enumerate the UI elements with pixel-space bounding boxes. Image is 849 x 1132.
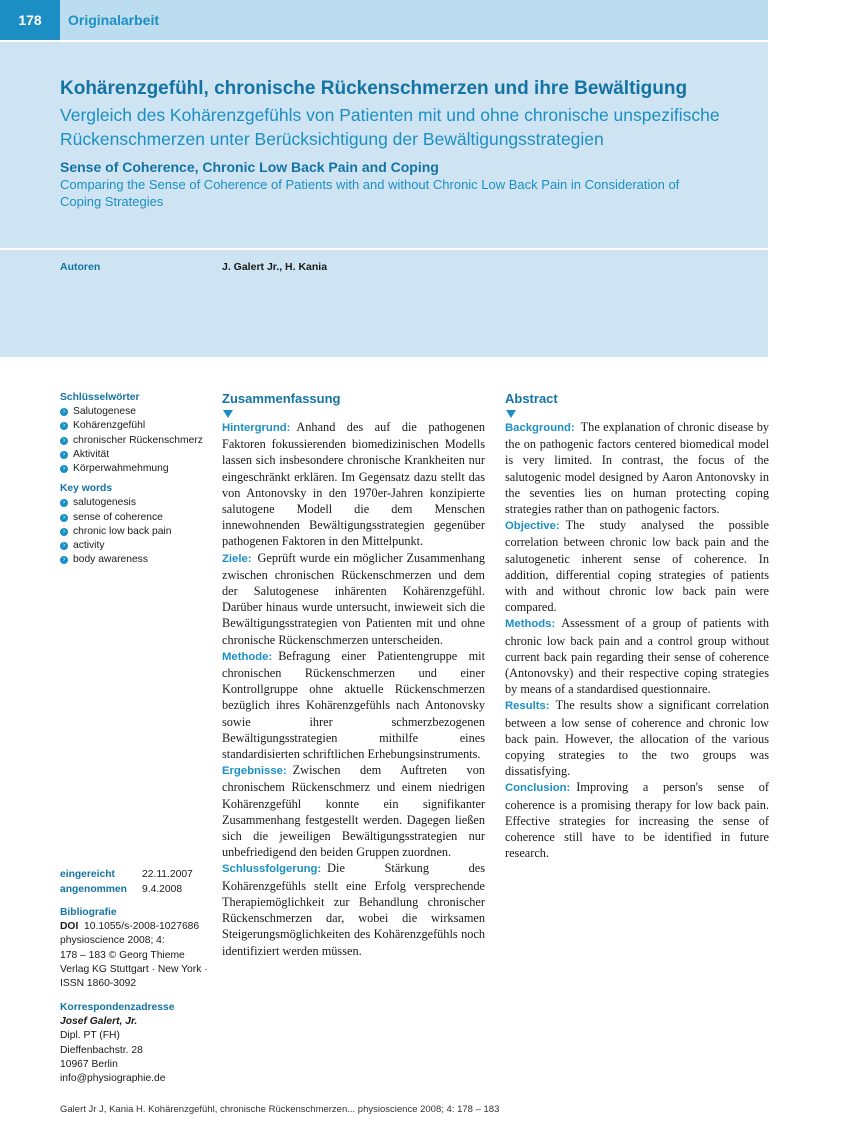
- bullet-arrow-icon: ›: [60, 465, 68, 473]
- bullet-arrow-icon: ›: [60, 437, 68, 445]
- keywords-de-heading: Schlüsselwörter: [60, 392, 140, 403]
- article-title: Kohärenzgefühl, chronische Rückenschmerzen und ihre Bewältigung: [60, 78, 688, 99]
- submitted-date: 22.11.2007: [142, 869, 193, 880]
- abstract-column: [505, 390, 769, 861]
- list-item: › salutogenesis: [60, 496, 210, 510]
- summary-paragraph: Ziele: Geprüft wurde ein möglicher Zusammenhang zwischen chronischen Rückenschmerzen und dem der Salutogenese inhärenten Kohärenzgefühl. Darüber hinaus wurde untersucht, inwieweit sich die Bewältigungsstrategien von Patienten mit und ohne chronische Rückenschmerzen unterscheiden.: [222, 550, 485, 647]
- bullet-arrow-icon: ›: [60, 422, 68, 430]
- abstract-paragraph: Results: The results show a significant correlation between a low sense of coherence and chronic low back pain. However, the allocation of the various copying strategies to the two groups was dissatisfying.: [505, 698, 769, 779]
- zusammenfassung-column: [222, 390, 485, 959]
- list-item: › Aktivität: [60, 448, 210, 462]
- summary-paragraph: Ergebnisse: Zwischen dem Auftreten von chronischem Rückenschmerz und einem niedrigen Kohärenzgefühl konnte ein signifikanter Zusammenhang festgestellt werden. Dagegen ließen sich die jeweiligen Bewältigungsstrategien nur unbefriedigend den beiden Gruppen zuordnen.: [222, 763, 485, 860]
- bullet-arrow-icon: ›: [60, 499, 68, 507]
- zusammenfassung-heading: Zusammenfassung: [222, 391, 341, 406]
- address-line: Dipl. PT (FH): [60, 1030, 120, 1042]
- bullet-arrow-icon: ›: [60, 528, 68, 536]
- bullet-arrow-icon: ›: [60, 542, 68, 550]
- keywords-sidebar: [60, 391, 210, 567]
- summary-paragraph: Schlussfolgerung: Die Stärkung des Kohärenzgefühls stellt eine Erfolg versprechende Therapiemöglichkeit zur Behandlung chronischer Rückenschmerzen dar, wobei die wirksamen Steigerungsmöglichkeiten des Kohärenzgefühls noch identifiziert werden müssen.: [222, 861, 485, 958]
- list-item: › Körperwahmehmung: [60, 462, 210, 476]
- bullet-arrow-icon: ›: [60, 556, 68, 564]
- keywords-en-heading: Key words: [60, 483, 113, 495]
- correspondence-address: [60, 1001, 210, 1086]
- abstract-heading: Abstract: [505, 391, 558, 406]
- keywords-de-list: [60, 405, 210, 476]
- list-item: › activity: [60, 539, 210, 553]
- summary-paragraph: Methode: Befragung einer Patientengruppe mit chronischen Rückenschmerzen und einer Kontrollgruppe ohne aktuelle Rückenschmerzen bezüglich ihres Kohärenzgefühls nach Antonovsky sowie ihrer schmerzbezogenen Bewältigungsstrategien mithilfe eines standardisierten schriftlichen Erhebungsinstruments.: [222, 648, 485, 762]
- article-subtitle: Vergleich des Kohärenzgefühls von Patienten mit und ohne chronische unspezifische Rückenschmerzen unter Berücksichtigung der Bewältigungsstrategien: [60, 105, 720, 149]
- bibliography-line: ISSN 1860-3092: [60, 978, 137, 990]
- list-item: › chronic low back pain: [60, 525, 210, 539]
- authors: J. Galert Jr., H. Kania: [222, 261, 328, 273]
- doi: 10.1055/s-2008-1027686: [84, 921, 200, 933]
- correspondence-name: Josef Galert, Jr.: [60, 1016, 138, 1028]
- abstract-paragraph: Objective: The study analysed the possible correlation between chronic low back pain and the salutogenetic inherent sense of coherence. In addition, differential coping strategies of patients with and without chronic low back pain were compared.: [505, 518, 769, 615]
- authors-label: Autoren: [60, 261, 101, 273]
- bibliography-line: physioscience 2008; 4:: [60, 935, 165, 947]
- triangle-down-icon: [223, 410, 233, 418]
- bibliography-line: Verlag KG Stuttgart · New York ·: [60, 963, 208, 975]
- submitted-label: eingereicht: [60, 869, 115, 880]
- list-item: › Salutogenese: [60, 405, 210, 419]
- list-item: › sense of coherence: [60, 511, 210, 525]
- correspondence-heading: Korrespondenzadresse: [60, 1002, 175, 1013]
- bibliography-heading: Bibliografie: [60, 907, 117, 918]
- english-subtitle: Comparing the Sense of Coherence of Patients with and without Chronic Low Back Pain in Consideration of Coping Strategies: [60, 177, 680, 209]
- bullet-arrow-icon: ›: [60, 451, 68, 459]
- accepted-date: 9.4.2008: [142, 883, 183, 895]
- submission-dates: [60, 868, 193, 897]
- address-line: 10967 Berlin: [60, 1058, 118, 1070]
- list-item: › Kohärenzgefühl: [60, 419, 210, 433]
- section-label: Originalarbeit: [68, 12, 160, 28]
- bullet-arrow-icon: ›: [60, 514, 68, 522]
- list-item: › body awareness: [60, 553, 210, 567]
- list-item: › chronischer Rückenschmerz: [60, 434, 210, 448]
- summary-paragraph: Hintergrund: Anhand des auf die pathogenen Faktoren fokussierenden biomedizinischen Modells lassen sich insbesondere chronische Krankheiten nur eingeschränkt erklären. Im Gegensatz dazu stellt das von Antonovsky in den 1970er-Jahren konzipierte salutogene Modell die dem Menschen innewohnenden Bewältigungsstrategien gegenüber pathogenen Faktoren in den Mittelpunkt.: [222, 420, 485, 549]
- divider: [0, 40, 768, 42]
- triangle-down-icon: [506, 410, 516, 418]
- citation-footer: Galert Jr J, Kania H. Kohärenzgefühl, chronische Rückenschmerzen... physioscience 2008; 4: 178 – 183: [60, 1104, 500, 1115]
- bullet-arrow-icon: ›: [60, 408, 68, 416]
- page-number: 178: [0, 0, 60, 40]
- bibliography: [60, 906, 210, 991]
- abstract-paragraph: Conclusion: Improving a person's sense of coherence is a promising therapy for low back pain. Effective strategies for increasing the sense of coherence still have to be identified in future research.: [505, 780, 769, 861]
- bibliography-line: 178 – 183 © Georg Thieme: [60, 949, 185, 961]
- divider: [0, 248, 768, 250]
- abstract-paragraph: Methods: Assessment of a group of patients with chronic low back pain and a control group without current back pain regarding their sense of coherence (Antonovsky) and their respective coping strategies by means of a standardised questionnaire.: [505, 616, 769, 697]
- address-line: Dieffenbachstr. 28: [60, 1044, 143, 1056]
- doi-label: DOI: [60, 921, 79, 933]
- abstract-paragraph: Background: The explanation of chronic disease by the on pathogenic factors centered biomedical model is very limited. In contrast, the focus of the salutogenic model designed by Aaron Antonovsky in the seventies lies on human protecting coping strategies rather than on pathogenic factors.: [505, 420, 769, 517]
- english-title: Sense of Coherence, Chronic Low Back Pain and Coping: [60, 159, 439, 175]
- email-address[interactable]: info@physiographie.de: [60, 1073, 166, 1085]
- keywords-en-list: [60, 496, 210, 567]
- accepted-label: angenommen: [60, 883, 127, 895]
